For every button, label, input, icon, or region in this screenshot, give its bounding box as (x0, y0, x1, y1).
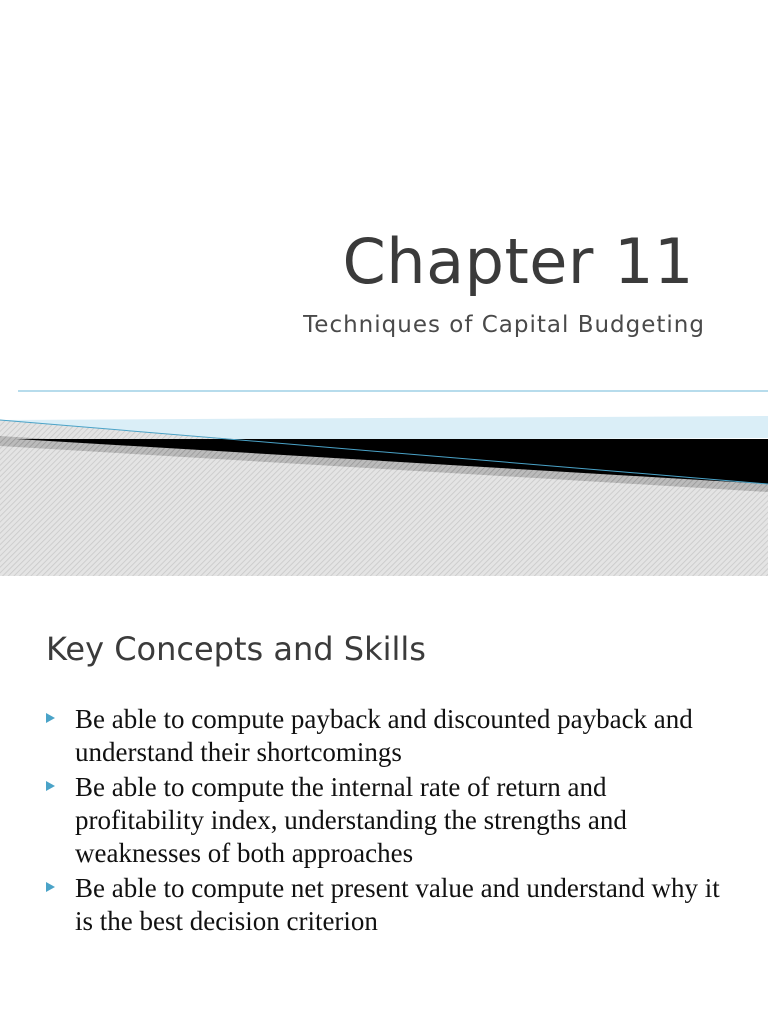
slide-subtitle: Techniques of Capital Budgeting (303, 312, 705, 338)
slide-title: Chapter 11 (342, 225, 694, 298)
triangle-bullet-icon (46, 703, 75, 723)
triangle-bullet-icon (46, 872, 75, 892)
decorative-band (0, 380, 768, 576)
list-item (46, 703, 726, 769)
list-item (46, 771, 726, 870)
bullet-list (46, 703, 726, 938)
bullet-text: Be able to compute payback and discounted payback and understand their shortcomings (75, 704, 693, 767)
list-item (46, 872, 726, 938)
triangle-bullet-icon (46, 771, 75, 791)
slide-heading: Key Concepts and Skills (46, 630, 426, 668)
content-slide (0, 576, 768, 1024)
bullet-text: Be able to compute net present value and understand why it is the best decision criterion (75, 873, 720, 936)
bullet-text: Be able to compute the internal rate of return and profitability index, understanding the strengths and weaknesses of both approaches (75, 772, 627, 868)
